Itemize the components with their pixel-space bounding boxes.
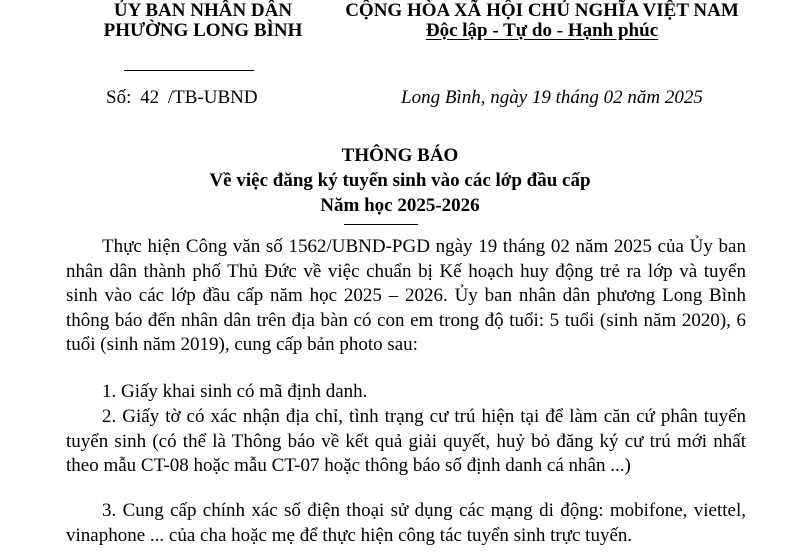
issuing-agency-line2: PHƯỜNG LONG BÌNH bbox=[103, 20, 303, 41]
item-2-block bbox=[66, 405, 746, 479]
document-title: THÔNG BÁO bbox=[341, 145, 459, 166]
document-number: Số: 42 /TB-UBND bbox=[106, 87, 258, 108]
item-1: 1. Giấy khai sinh có mã định danh. bbox=[102, 381, 368, 402]
item-2: 2. Giấy tờ có xác nhận địa chỉ, tình trạng cư trú hiện tại để làm căn cứ phân tuyến tuyển sinh (có thể là Thông báo về kết quả giải quyết, huỷ bỏ đăng ký cư trú mới nhất theo mẫu CT-08 hoặc mẫu CT-07 hoặc thông báo số định danh cá nhân ...) bbox=[66, 406, 746, 476]
item-3-block bbox=[66, 499, 746, 548]
document-subject: Về việc đăng ký tuyển sinh vào các lớp đầu cấp bbox=[209, 170, 591, 191]
issuing-agency-line1: ỦY BAN NHÂN DÂN bbox=[113, 0, 293, 21]
item-3: 3. Cung cấp chính xác số điện thoại sử dụng các mạng di động: mobifone, viettel, vinaphone ... của cha hoặc mẹ để thực hiện công tác tuyển sinh trực tuyến. bbox=[66, 500, 746, 546]
national-motto bbox=[334, 20, 750, 42]
title-underline bbox=[344, 224, 418, 225]
item-1-block bbox=[66, 380, 746, 405]
school-year: Năm học 2025-2026 bbox=[320, 195, 480, 216]
intro-paragraph-block bbox=[66, 235, 746, 358]
national-title: CỘNG HÒA XÃ HỘI CHỦ NGHĨA VIỆT NAM bbox=[345, 0, 739, 21]
agency-underline bbox=[124, 70, 254, 71]
intro-paragraph: Thực hiện Công văn số 1562/UBND-PGD ngày 19 tháng 02 năm 2025 của Ủy ban nhân dân thành phố Thủ Đức về việc chuẩn bị Kế hoạch huy động trẻ ra lớp và tuyển sinh vào các lớp đầu cấp năm học 2025 – 2026. Ủy ban nhân dân phương Long Bình thông báo đến nhân dân trên địa bàn có con em trong độ tuổi: 5 tuổi (sinh năm 2020), 6 tuổi (sinh năm 2019), cung cấp bản photo sau: bbox=[66, 236, 746, 355]
place-and-date: Long Bình, ngày 19 tháng 02 năm 2025 bbox=[401, 87, 703, 108]
national-motto-text: Độc lập - Tự do - Hạnh phúc bbox=[425, 20, 659, 41]
